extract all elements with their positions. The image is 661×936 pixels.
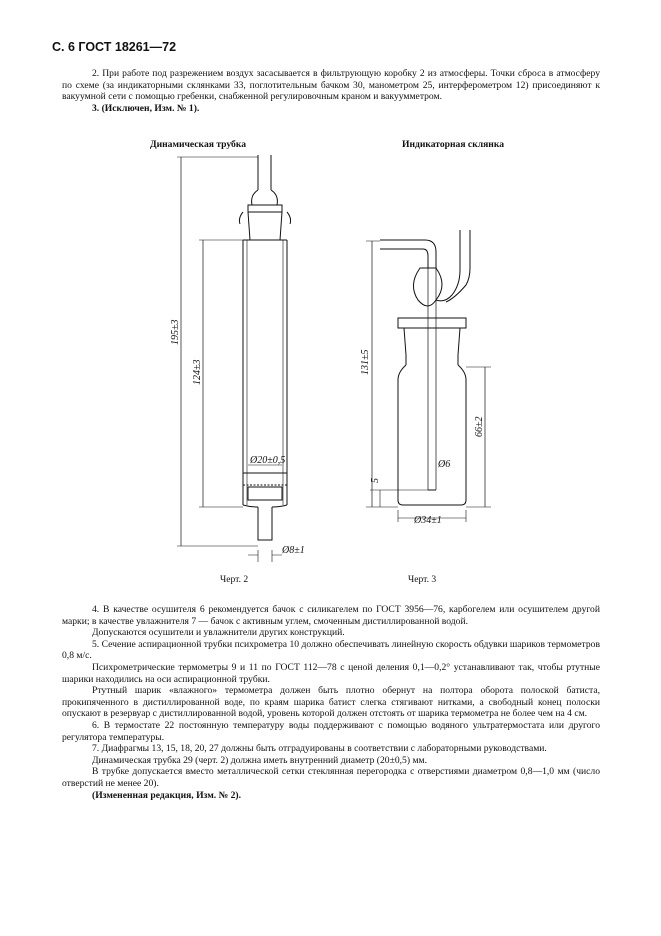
paragraph-4b: Допускаются осушители и увлажнители других конструкций. — [92, 627, 345, 639]
figure-3-title: Индикаторная склянка — [402, 139, 504, 150]
dynamic-tube-drawing — [177, 155, 291, 562]
paragraph-3: 3. (Исключен, Изм. № 1). — [92, 102, 200, 114]
paragraph-5c: Ртутный шарик «влажного» термометра должен быть плотно обернут на полтора оборота полоской батиста, прокипяченного в дистиллированной воде, по краям шарика батист слегка стягивают нитками, а свободный конец полоски опускают в резервуар с дистиллированной водой, уровень которой должен отстоять от шарика термометра не более чем на 4 см. — [62, 685, 600, 720]
fig2-dim-inner: 124±3 — [192, 359, 203, 385]
figure-2-title: Динамическая трубка — [150, 139, 247, 150]
fig3-dim-gap: 5 — [370, 478, 381, 483]
fig3-dim-diam-body: Ø34±1 — [414, 515, 442, 526]
paragraph-5b: Психрометрические термометры 9 и 11 по ГОСТ 112—78 с ценой деления 0,1—0,2° устанавливают так, чтобы ртутные шарики находились на оси аспирационной трубки. — [62, 661, 600, 685]
figure-2-caption: Черт. 2 — [220, 574, 249, 585]
fig3-dim-total: 131±5 — [360, 349, 371, 375]
fig2-dim-total: 195±3 — [170, 319, 181, 345]
indicator-flask-drawing — [366, 230, 491, 522]
paragraph-5: 5. Сечение аспирационной трубки психрометра 10 должно обеспечивать линейную скорость обдувки шариков термометров 0,8 м/с. — [62, 638, 600, 662]
paragraph-2: 2. При работе под разрежением воздух засасывается в фильтрующую коробку 2 из атмосферы. Точки сброса в атмосферу по схеме (за индикаторными склянками 33, поглотительным бачком 30, манометром 25, интерферометром 12) присоединяют к вакуумной сети с помощью гребенки, снабженной регулировочным краном и вакуумметром. — [62, 68, 600, 103]
paragraph-7b: Динамическая трубка 29 (черт. 2) должна иметь внутренний диаметр (20±0,5) мм. — [92, 754, 427, 766]
paragraph-7: 7. Диафрагмы 13, 15, 18, 20, 27 должны быть отградуированы в соответствии с лабораторными руководствами. — [92, 743, 547, 755]
fig3-dim-body: 66±2 — [474, 416, 485, 437]
page-header: С. 6 ГОСТ 18261—72 — [52, 40, 177, 54]
fig3-dim-diam-tube: Ø6 — [438, 459, 451, 470]
paragraph-4: 4. В качестве осушителя 6 рекомендуется бачок с силикагелем по ГОСТ 3956—76, карбогелем или осушителем другой марки; в качестве увлажнителя 7 — бачок с активным углем, смоченным дистиллированной водой. — [62, 604, 600, 627]
fig2-dim-diam-inner: Ø20±0,5 — [250, 455, 286, 466]
fig2-dim-diam-tip: Ø8±1 — [282, 545, 305, 556]
paragraph-6: 6. В термостате 22 постоянную температуру воды поддерживают с помощью водяного ультратермостата или другого регулятора температуры. — [62, 719, 600, 743]
figure-3-caption: Черт. 3 — [408, 574, 437, 585]
paragraph-7c: В трубке допускается вместо металлической сетки стеклянная перегородка с отверстиями диаметром 0,8—1,0 мм (число отверстий не менее 20). — [62, 766, 600, 789]
bottom-text-block — [62, 604, 600, 801]
paragraph-end: (Измененная редакция, Изм. № 2). — [92, 789, 242, 801]
